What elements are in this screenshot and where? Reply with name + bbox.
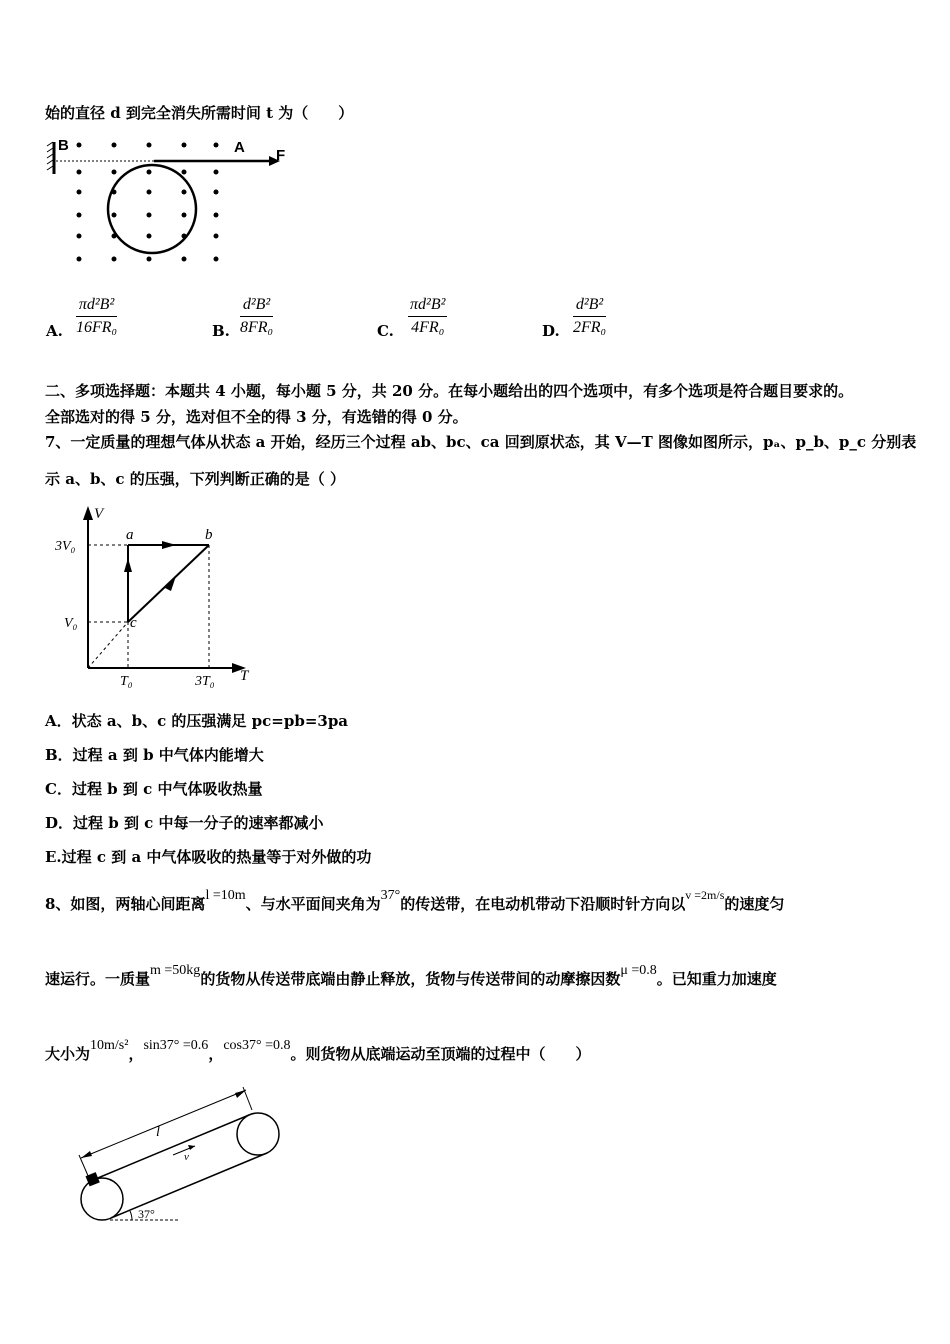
q8-l2-math-mu: μ =0.8	[620, 963, 657, 978]
q8-conveyor-belt-figure	[70, 1078, 300, 1233]
q8-l1-text-a: 8、如图，两轴心间距离	[45, 895, 206, 913]
q8-l1-text-b: 、与水平面间夹角为	[245, 895, 381, 913]
q6-option-c-num: πd²B²	[408, 296, 447, 317]
q7-option-e: E.过程 c 到 a 中气体吸收的热量等于对外做的功	[45, 848, 372, 866]
q6-option-d-num: d²B²	[573, 296, 606, 317]
t-axis-label: T	[240, 668, 249, 684]
angle-label: 37°	[138, 1207, 155, 1221]
q6-option-a-formula	[76, 296, 117, 337]
q6-option-b-formula	[240, 296, 273, 337]
tick-3t0: 3T₀	[195, 674, 215, 689]
tick-3v0: 3V₀	[55, 539, 76, 554]
q8-l3-math-cos: cos37° =0.8	[223, 1038, 291, 1053]
q6-option-c-den: 4FR₀	[411, 319, 445, 336]
tick-v0: V₀	[64, 616, 78, 631]
q6-option-b-num: d²B²	[240, 296, 273, 317]
point-c-label: c	[130, 615, 137, 631]
q6-magnetic-field-figure	[44, 130, 294, 275]
q6-option-a-den: 16FR₀	[76, 319, 118, 336]
q7-option-b: B．过程 a 到 b 中气体内能增大	[45, 746, 264, 764]
q7-vt-graph	[52, 500, 262, 690]
q6-option-d-formula	[573, 296, 606, 337]
q7-line1: 7、一定质量的理想气体从状态 a 开始，经历三个过程 ab、bc、ca 回到原状态，其 V—T 图像如图所示，pₐ、p_b、p_c 分别表	[45, 433, 917, 451]
q8-l1-text-d: 的速度匀	[724, 895, 785, 913]
q6-option-c-letter: C.	[377, 322, 394, 340]
q8-l2-text-b: 的货物从传送带底端由静止释放，货物与传送带间的动摩擦因数	[200, 970, 621, 988]
q8-l3-text-c: ，	[208, 1045, 224, 1063]
q8-l1-math-l: l =10m	[205, 888, 246, 903]
q8-l1-text-c: 的传送带，在电动机带动下沿顺时针方向以	[400, 895, 686, 913]
tick-t0: T₀	[120, 674, 133, 689]
q8-line1	[45, 888, 785, 914]
q8-l3-math-g: 10m/s²	[90, 1038, 129, 1053]
v-axis-label: V	[94, 506, 104, 522]
q8-l2-text-a: 速运行。一质量	[45, 970, 151, 988]
point-a-label: a	[126, 527, 134, 543]
label-A: A	[234, 139, 245, 156]
q6-option-d-den: 2FR₀	[573, 319, 607, 336]
q6-option-a-num: πd²B²	[76, 296, 117, 317]
q7-option-c: C．过程 b 到 c 中气体吸收热量	[45, 780, 263, 798]
belt-length-label: l	[156, 1125, 160, 1140]
q8-l3-text-a: 大小为	[45, 1045, 91, 1063]
q6-option-b-letter: B.	[212, 322, 230, 340]
label-B: B	[58, 137, 69, 154]
q6-option-d-letter: D.	[542, 322, 560, 340]
q8-l1-math-angle: 37°	[380, 888, 401, 903]
q8-line3	[45, 1038, 591, 1064]
q8-l3-math-sin: sin37° =0.6	[143, 1038, 209, 1053]
label-F: F	[276, 147, 286, 164]
q8-l3-text-d: 。则货物从底端运动至顶端的过程中（ ）	[290, 1045, 591, 1063]
point-b-label: b	[205, 527, 213, 543]
q6-option-b-den: 8FR₀	[240, 319, 274, 336]
q6-intro: 始的直径 d 到完全消失所需时间 t 为（ ）	[45, 104, 354, 122]
q8-l1-math-v: v =2m/s	[685, 888, 725, 902]
q8-l2-math-m: m =50kg	[150, 963, 201, 978]
velocity-label: v	[184, 1151, 189, 1163]
q8-l3-text-b: ，	[128, 1045, 144, 1063]
q6-option-a-letter: A.	[46, 322, 63, 340]
q7-line2: 示 a、b、c 的压强，下列判断正确的是（ ）	[45, 470, 346, 488]
q8-l2-text-c: 。已知重力加速度	[656, 970, 777, 988]
q6-option-c-formula	[408, 296, 447, 337]
section2-line1: 二、多项选择题：本题共 4 小题，每小题 5 分，共 20 分。在每小题给出的四个选项中，有多个选项是符合题目要求的。	[45, 382, 854, 400]
q7-option-d: D．过程 b 到 c 中每一分子的速率都减小	[45, 814, 324, 832]
section2-line2: 全部选对的得 5 分，选对但不全的得 3 分，有选错的得 0 分。	[45, 408, 468, 426]
q8-line2	[45, 963, 777, 989]
q7-option-a: A．状态 a、b、c 的压强满足 pc=pb=3pa	[45, 712, 349, 730]
